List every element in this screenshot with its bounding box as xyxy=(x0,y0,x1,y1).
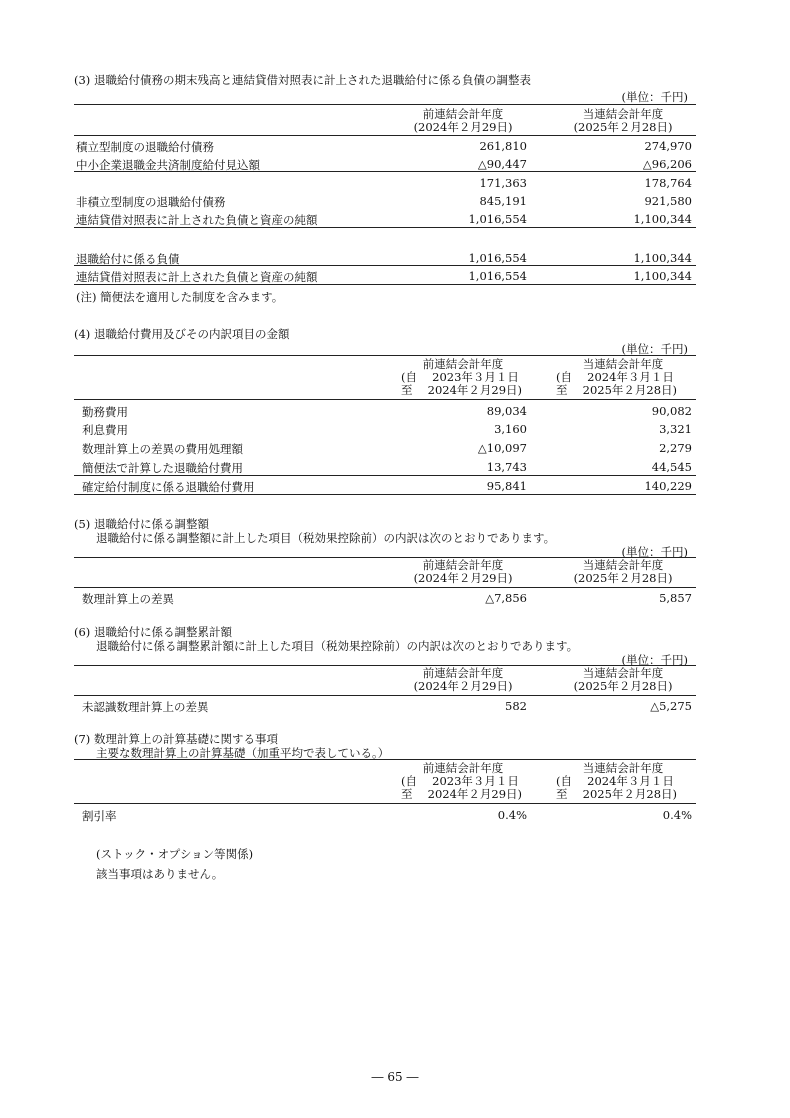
col-header-date: (2024年２月29日) xyxy=(413,679,513,693)
col-header-date: (2025年２月28日) xyxy=(573,120,673,134)
col-header-from: (自 2023年３月１日 xyxy=(401,774,519,788)
col-header-title: 前連結会計年度 xyxy=(422,357,504,371)
table-cell-prev: 0.4% xyxy=(497,808,527,822)
table-cell-prev: 3,160 xyxy=(494,422,527,436)
table-cell-curr: 1,100,344 xyxy=(633,212,692,226)
col-header-title: 前連結会計年度 xyxy=(422,666,504,680)
col-header-title: 当連結会計年度 xyxy=(582,666,664,680)
divider xyxy=(74,803,696,804)
table-cell-prev: △7,856 xyxy=(485,591,527,605)
section-3-unit: (単位：千円) xyxy=(621,90,688,104)
table-row-label: 利息費用 xyxy=(82,423,128,437)
table-row-label: 勤務費用 xyxy=(82,405,128,419)
table-cell-curr: △96,206 xyxy=(642,157,692,171)
table-cell-curr: 0.4% xyxy=(662,808,692,822)
divider xyxy=(74,284,696,285)
divider xyxy=(74,759,696,760)
col-header-to: 至 2025年２月28日) xyxy=(556,787,678,801)
divider xyxy=(74,695,696,696)
section-7-col1-header xyxy=(393,762,533,801)
table-cell-curr: 274,970 xyxy=(644,139,692,153)
divider xyxy=(74,135,696,136)
table-cell-prev: △90,447 xyxy=(477,157,527,171)
table-row-label: 中小企業退職金共済制度給付見込額 xyxy=(76,158,260,172)
table-cell-prev: 1,016,554 xyxy=(468,269,527,283)
section-5-col1-header xyxy=(393,559,533,585)
table-cell-curr: 3,321 xyxy=(659,422,692,436)
section-7-desc: 主要な数理計算上の計算基礎（加重平均で表している。） xyxy=(96,746,390,760)
table-row-label: 数理計算上の差異の費用処理額 xyxy=(82,442,243,456)
table-row-label: 積立型制度の退職給付債務 xyxy=(76,140,214,154)
col-header-title: 前連結会計年度 xyxy=(422,107,504,121)
section-6-col2-header xyxy=(550,667,696,693)
section-6-desc: 退職給付に係る調整累計額に計上した項目（税効果控除前）の内訳は次のとおりであります。 xyxy=(96,639,579,653)
section-6-title: (6) 退職給付に係る調整累計額 xyxy=(74,625,232,639)
section-4-col1-header xyxy=(393,358,533,397)
table-row-label: 数理計算上の差異 xyxy=(82,592,174,606)
stock-option-title: (ストック・オプション等関係) xyxy=(96,847,254,861)
col-header-title: 当連結会計年度 xyxy=(582,107,664,121)
section-3-title: (3) 退職給付債務の期末残高と連結貸借対照表に計上された退職給付に係る負債の調整表 xyxy=(74,73,531,87)
col-header-from: (自 2024年３月１日 xyxy=(556,370,674,384)
divider xyxy=(74,227,696,228)
table-cell-prev: △10,097 xyxy=(477,441,527,455)
section-6-col1-header xyxy=(393,667,533,693)
col-header-title: 当連結会計年度 xyxy=(582,761,664,775)
table-cell-curr: 921,580 xyxy=(644,194,692,208)
section-4-title: (4) 退職給付費用及びその内訳項目の金額 xyxy=(74,327,290,341)
section-5-col2-header xyxy=(550,559,696,585)
table-cell-curr: △5,275 xyxy=(650,699,692,713)
divider xyxy=(74,355,696,356)
col-header-title: 当連結会計年度 xyxy=(582,357,664,371)
divider xyxy=(74,104,696,105)
table-row-label: 連結貸借対照表に計上された負債と資産の純額 xyxy=(76,213,318,227)
page-number: ― 65 ― xyxy=(371,1070,419,1084)
table-row-label: 簡便法で計算した退職給付費用 xyxy=(82,461,243,475)
table-cell-prev: 1,016,554 xyxy=(468,212,527,226)
section-3-note: (注) 簡便法を適用した制度を含みます。 xyxy=(76,290,284,304)
section-5-desc: 退職給付に係る調整額に計上した項目（税効果控除前）の内訳は次のとおりであります。 xyxy=(96,531,556,545)
divider xyxy=(74,475,696,476)
table-cell-prev: 13,743 xyxy=(486,460,527,474)
section-5-unit: (単位：千円) xyxy=(621,545,688,559)
table-cell-prev: 845,191 xyxy=(479,194,527,208)
col-header-from: (自 2023年３月１日 xyxy=(401,370,519,384)
col-header-date: (2025年２月28日) xyxy=(573,679,673,693)
table-row-label: 未認識数理計算上の差異 xyxy=(82,700,209,714)
section-3-col1-header xyxy=(393,108,533,134)
table-cell-curr: 44,545 xyxy=(651,460,692,474)
table-cell-curr: 1,100,344 xyxy=(633,269,692,283)
table-row-label: 割引率 xyxy=(82,809,117,823)
divider xyxy=(74,587,696,588)
col-header-to: 至 2024年２月29日) xyxy=(401,787,523,801)
table-cell-prev: 89,034 xyxy=(486,404,527,418)
table-cell-prev: 261,810 xyxy=(479,139,527,153)
table-cell-curr: 140,229 xyxy=(644,479,692,493)
table-cell-curr: 2,279 xyxy=(659,441,692,455)
divider xyxy=(74,494,696,495)
table-cell-curr: 1,100,344 xyxy=(633,251,692,265)
table-cell-prev: 95,841 xyxy=(486,479,527,493)
col-header-title: 前連結会計年度 xyxy=(422,558,504,572)
table-cell-prev: 582 xyxy=(505,699,527,713)
col-header-date: (2024年２月29日) xyxy=(413,571,513,585)
section-7-col2-header xyxy=(550,762,696,801)
table-row-label: 確定給付制度に係る退職給付費用 xyxy=(82,480,255,494)
section-4-col2-header xyxy=(550,358,696,397)
col-header-to: 至 2024年２月29日) xyxy=(401,383,523,397)
col-header-title: 前連結会計年度 xyxy=(422,761,504,775)
divider xyxy=(74,171,696,172)
table-cell-curr: 90,082 xyxy=(651,404,692,418)
col-header-to: 至 2025年２月28日) xyxy=(556,383,678,397)
section-5-title: (5) 退職給付に係る調整額 xyxy=(74,517,209,531)
table-cell-prev: 171,363 xyxy=(479,176,527,190)
col-header-title: 当連結会計年度 xyxy=(582,558,664,572)
table-row-label: 連結貸借対照表に計上された負債と資産の純額 xyxy=(76,270,318,284)
stock-option-body: 該当事項はありません。 xyxy=(96,867,224,881)
divider xyxy=(74,265,696,266)
table-row-label: 退職給付に係る負債 xyxy=(76,252,180,266)
col-header-date: (2024年２月29日) xyxy=(413,120,513,134)
divider xyxy=(74,399,696,400)
section-4-unit: (単位：千円) xyxy=(621,342,688,356)
col-header-date: (2025年２月28日) xyxy=(573,571,673,585)
col-header-from: (自 2024年３月１日 xyxy=(556,774,674,788)
table-cell-curr: 5,857 xyxy=(659,591,692,605)
table-cell-curr: 178,764 xyxy=(644,176,692,190)
section-3-col2-header xyxy=(550,108,696,134)
table-cell-prev: 1,016,554 xyxy=(468,251,527,265)
section-7-title: (7) 数理計算上の計算基礎に関する事項 xyxy=(74,732,278,746)
table-row-label: 非積立型制度の退職給付債務 xyxy=(76,195,226,209)
section-6-unit: (単位：千円) xyxy=(621,653,688,667)
